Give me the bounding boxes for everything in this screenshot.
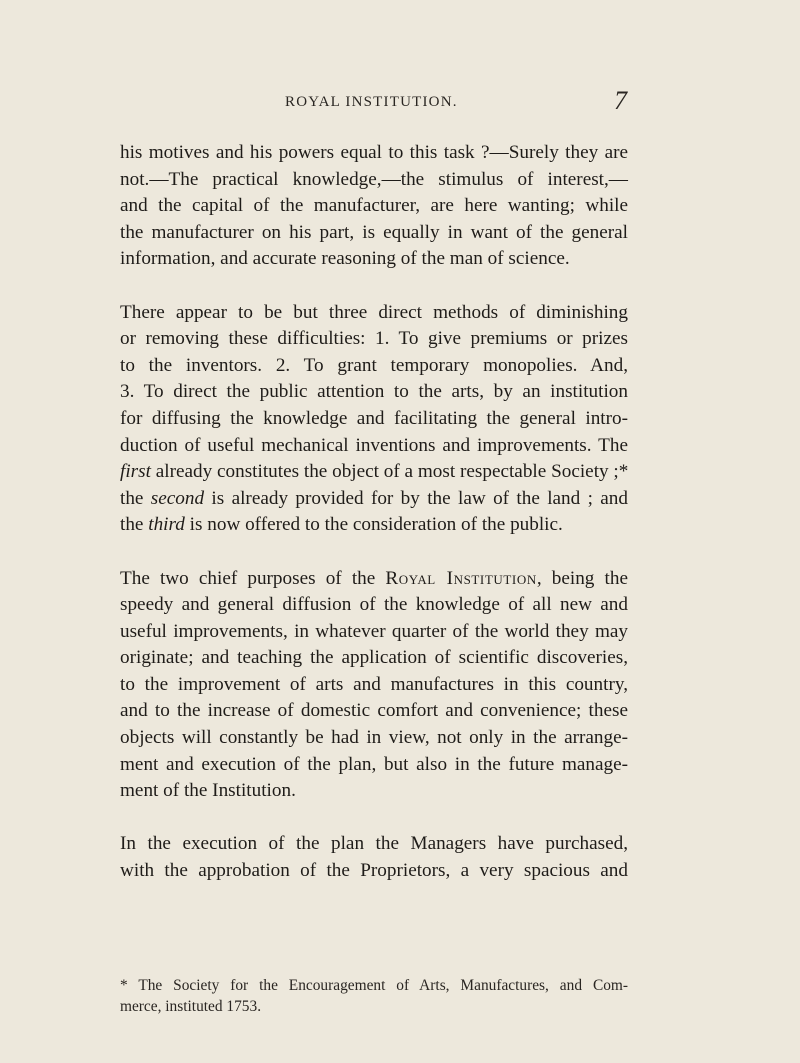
text-line: ment and execution of the plan, but also in the future manage- [120, 753, 628, 775]
text-line [120, 486, 628, 513]
italic-word: first [120, 461, 151, 483]
footnote-line: merce, instituted 1753. [120, 998, 262, 1015]
text-line: or removing these difficulties: 1. To give premiums or prizes [120, 328, 628, 350]
text-line: speedy and general diffusion of the knowledge of all new and [120, 594, 628, 616]
paragraph-3 [120, 566, 628, 805]
footnote-line: * The Society for the Encouragement of Arts, Manufactures, and Com- [120, 977, 628, 994]
text-line: with the approbation of the Proprietors, a very spacious and [120, 860, 628, 882]
text-line [120, 566, 628, 593]
text-line: for diffusing the knowledge and facilitating the general intro- [120, 407, 628, 429]
text-span: is now offered to the consideration of the public. [184, 514, 563, 536]
text-span: the [120, 487, 151, 509]
paragraph-1 [120, 140, 628, 273]
text-line: and the capital of the manufacturer, are here wanting; while [120, 195, 628, 217]
text-line: duction of useful mechanical inventions and improvements. The [120, 434, 628, 456]
small-caps-title: Royal Institution [385, 567, 537, 589]
text-line: useful improvements, in whatever quarter of the world they may [120, 620, 628, 642]
text-line [120, 459, 628, 486]
text-line: the manufacturer on his part, is equally in want of the general [120, 221, 628, 243]
text-span: the [120, 514, 149, 536]
text-line: to the improvement of arts and manufactures in this country, [120, 673, 628, 695]
paragraph-2 [120, 300, 628, 539]
text-span: , being the [536, 567, 628, 589]
text-line: ment of the Institution. [120, 780, 296, 802]
text-line [120, 512, 628, 539]
text-span: is already provided for by the law of the land ; and [204, 487, 628, 509]
italic-word: third [148, 514, 185, 536]
running-title: ROYAL INSTITUTION. [285, 94, 458, 110]
text-line: and to the increase of domestic comfort and convenience; these [120, 700, 628, 722]
text-line: objects will constantly be had in view, not only in the arrange- [120, 727, 628, 749]
text-span: already constitutes the object of a most respectable Society ;* [150, 461, 629, 483]
text-line: In the execution of the plan the Managers have purchased, [120, 833, 628, 855]
text-line: not.—The practical knowledge,—the stimulus of interest,— [120, 168, 628, 190]
italic-word: second [150, 487, 205, 509]
footnote [120, 975, 628, 1017]
text-line: originate; and teaching the application of scientific discoveries, [120, 647, 628, 669]
main-text [120, 140, 628, 885]
paragraph-4 [120, 831, 628, 884]
text-line: his motives and his powers equal to this task ?—Surely they are [120, 142, 628, 163]
page-number: 7 [614, 86, 627, 115]
text-line: information, and accurate reasoning of the man of science. [120, 248, 570, 270]
text-span: The two chief purposes of the [120, 567, 386, 589]
text-line: 3. To direct the public attention to the arts, by an institution [120, 381, 628, 403]
text-line: to the inventors. 2. To grant temporary monopolies. And, [120, 354, 628, 376]
text-line: There appear to be but three direct methods of diminishing [120, 301, 628, 323]
